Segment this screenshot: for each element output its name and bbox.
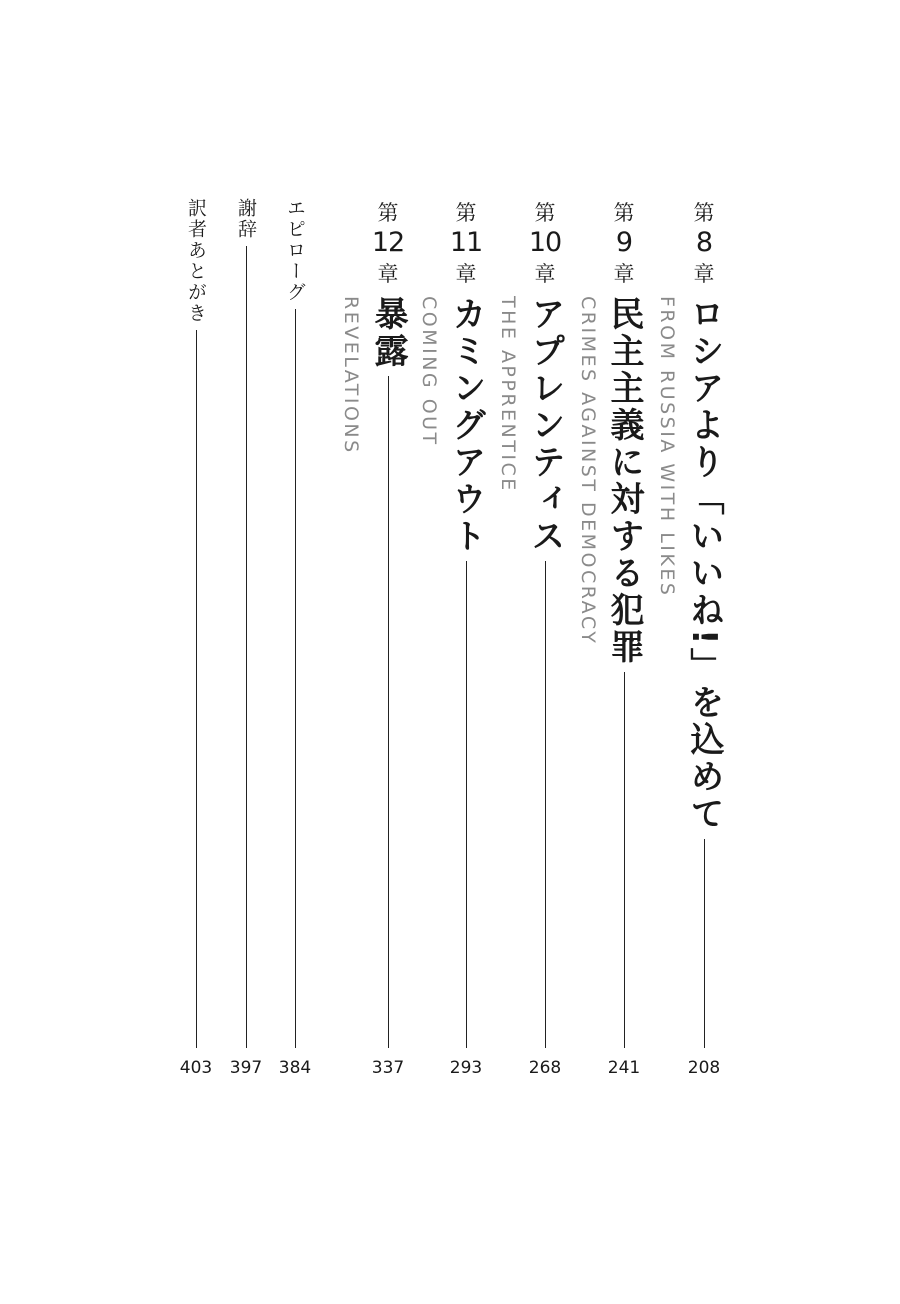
chapter-title: アプレンティス <box>525 296 565 555</box>
leader-line <box>196 330 197 1048</box>
toc-entry-chapter-12[interactable] <box>364 198 412 1078</box>
chapter-number: 11 <box>449 227 483 258</box>
toc-entry-chapter-10[interactable] <box>521 198 569 1078</box>
chapter-title: ロシアより「いいね!」を込めて <box>684 296 724 833</box>
page-number: 403 <box>179 1058 213 1078</box>
page-number: 397 <box>229 1058 263 1078</box>
toc-entry-chapter-11[interactable] <box>442 198 490 1078</box>
chapter-subtitle: CRIMES AGAINST DEMOCRACY <box>577 296 599 646</box>
chapter-title: 民主主義に対する犯罪 <box>604 296 644 666</box>
chapter-title: 暴露 <box>368 296 408 370</box>
leader-line <box>624 672 625 1048</box>
section-title: エピローグ <box>284 198 306 303</box>
chapter-subtitle: THE APPRENTICE <box>497 296 519 493</box>
leader-line <box>704 839 705 1048</box>
chapter-prefix: 第 <box>693 201 715 225</box>
page-number: 384 <box>278 1058 312 1078</box>
chapter-suffix: 章 <box>693 262 715 286</box>
chapter-subtitle: FROM RUSSIA WITH LIKES <box>656 296 678 598</box>
chapter-number: 8 <box>695 227 713 258</box>
leader-line <box>388 376 389 1048</box>
section-title: 訳者あとがき <box>185 198 207 324</box>
page-number: 208 <box>687 1058 721 1078</box>
chapter-suffix: 章 <box>613 262 635 286</box>
chapter-prefix: 第 <box>455 201 477 225</box>
toc-entry-chapter-9[interactable] <box>600 198 648 1078</box>
toc-entry-acknowledgements[interactable] <box>226 198 266 1078</box>
chapter-number: 10 <box>528 227 562 258</box>
toc-entry-translator-afterword[interactable] <box>176 198 216 1078</box>
toc-entry-chapter-8[interactable] <box>680 198 728 1078</box>
leader-line <box>545 561 546 1048</box>
leader-line <box>246 246 247 1048</box>
leader-line <box>466 561 467 1048</box>
chapter-suffix: 章 <box>377 262 399 286</box>
chapter-title: カミングアウト <box>446 296 486 555</box>
page-number: 293 <box>449 1058 483 1078</box>
leader-line <box>295 309 296 1048</box>
page-number: 268 <box>528 1058 562 1078</box>
page-number: 241 <box>607 1058 641 1078</box>
chapter-number: 9 <box>615 227 633 258</box>
chapter-prefix: 第 <box>534 201 556 225</box>
chapter-subtitle: REVELATIONS <box>340 296 362 455</box>
chapter-prefix: 第 <box>613 201 635 225</box>
chapter-prefix: 第 <box>377 201 399 225</box>
chapter-subtitle: COMING OUT <box>418 296 440 447</box>
section-title: 謝辞 <box>235 198 257 240</box>
chapter-suffix: 章 <box>455 262 477 286</box>
page-number: 337 <box>371 1058 405 1078</box>
chapter-suffix: 章 <box>534 262 556 286</box>
toc-entry-epilogue[interactable] <box>275 198 315 1078</box>
chapter-number: 12 <box>371 227 405 258</box>
